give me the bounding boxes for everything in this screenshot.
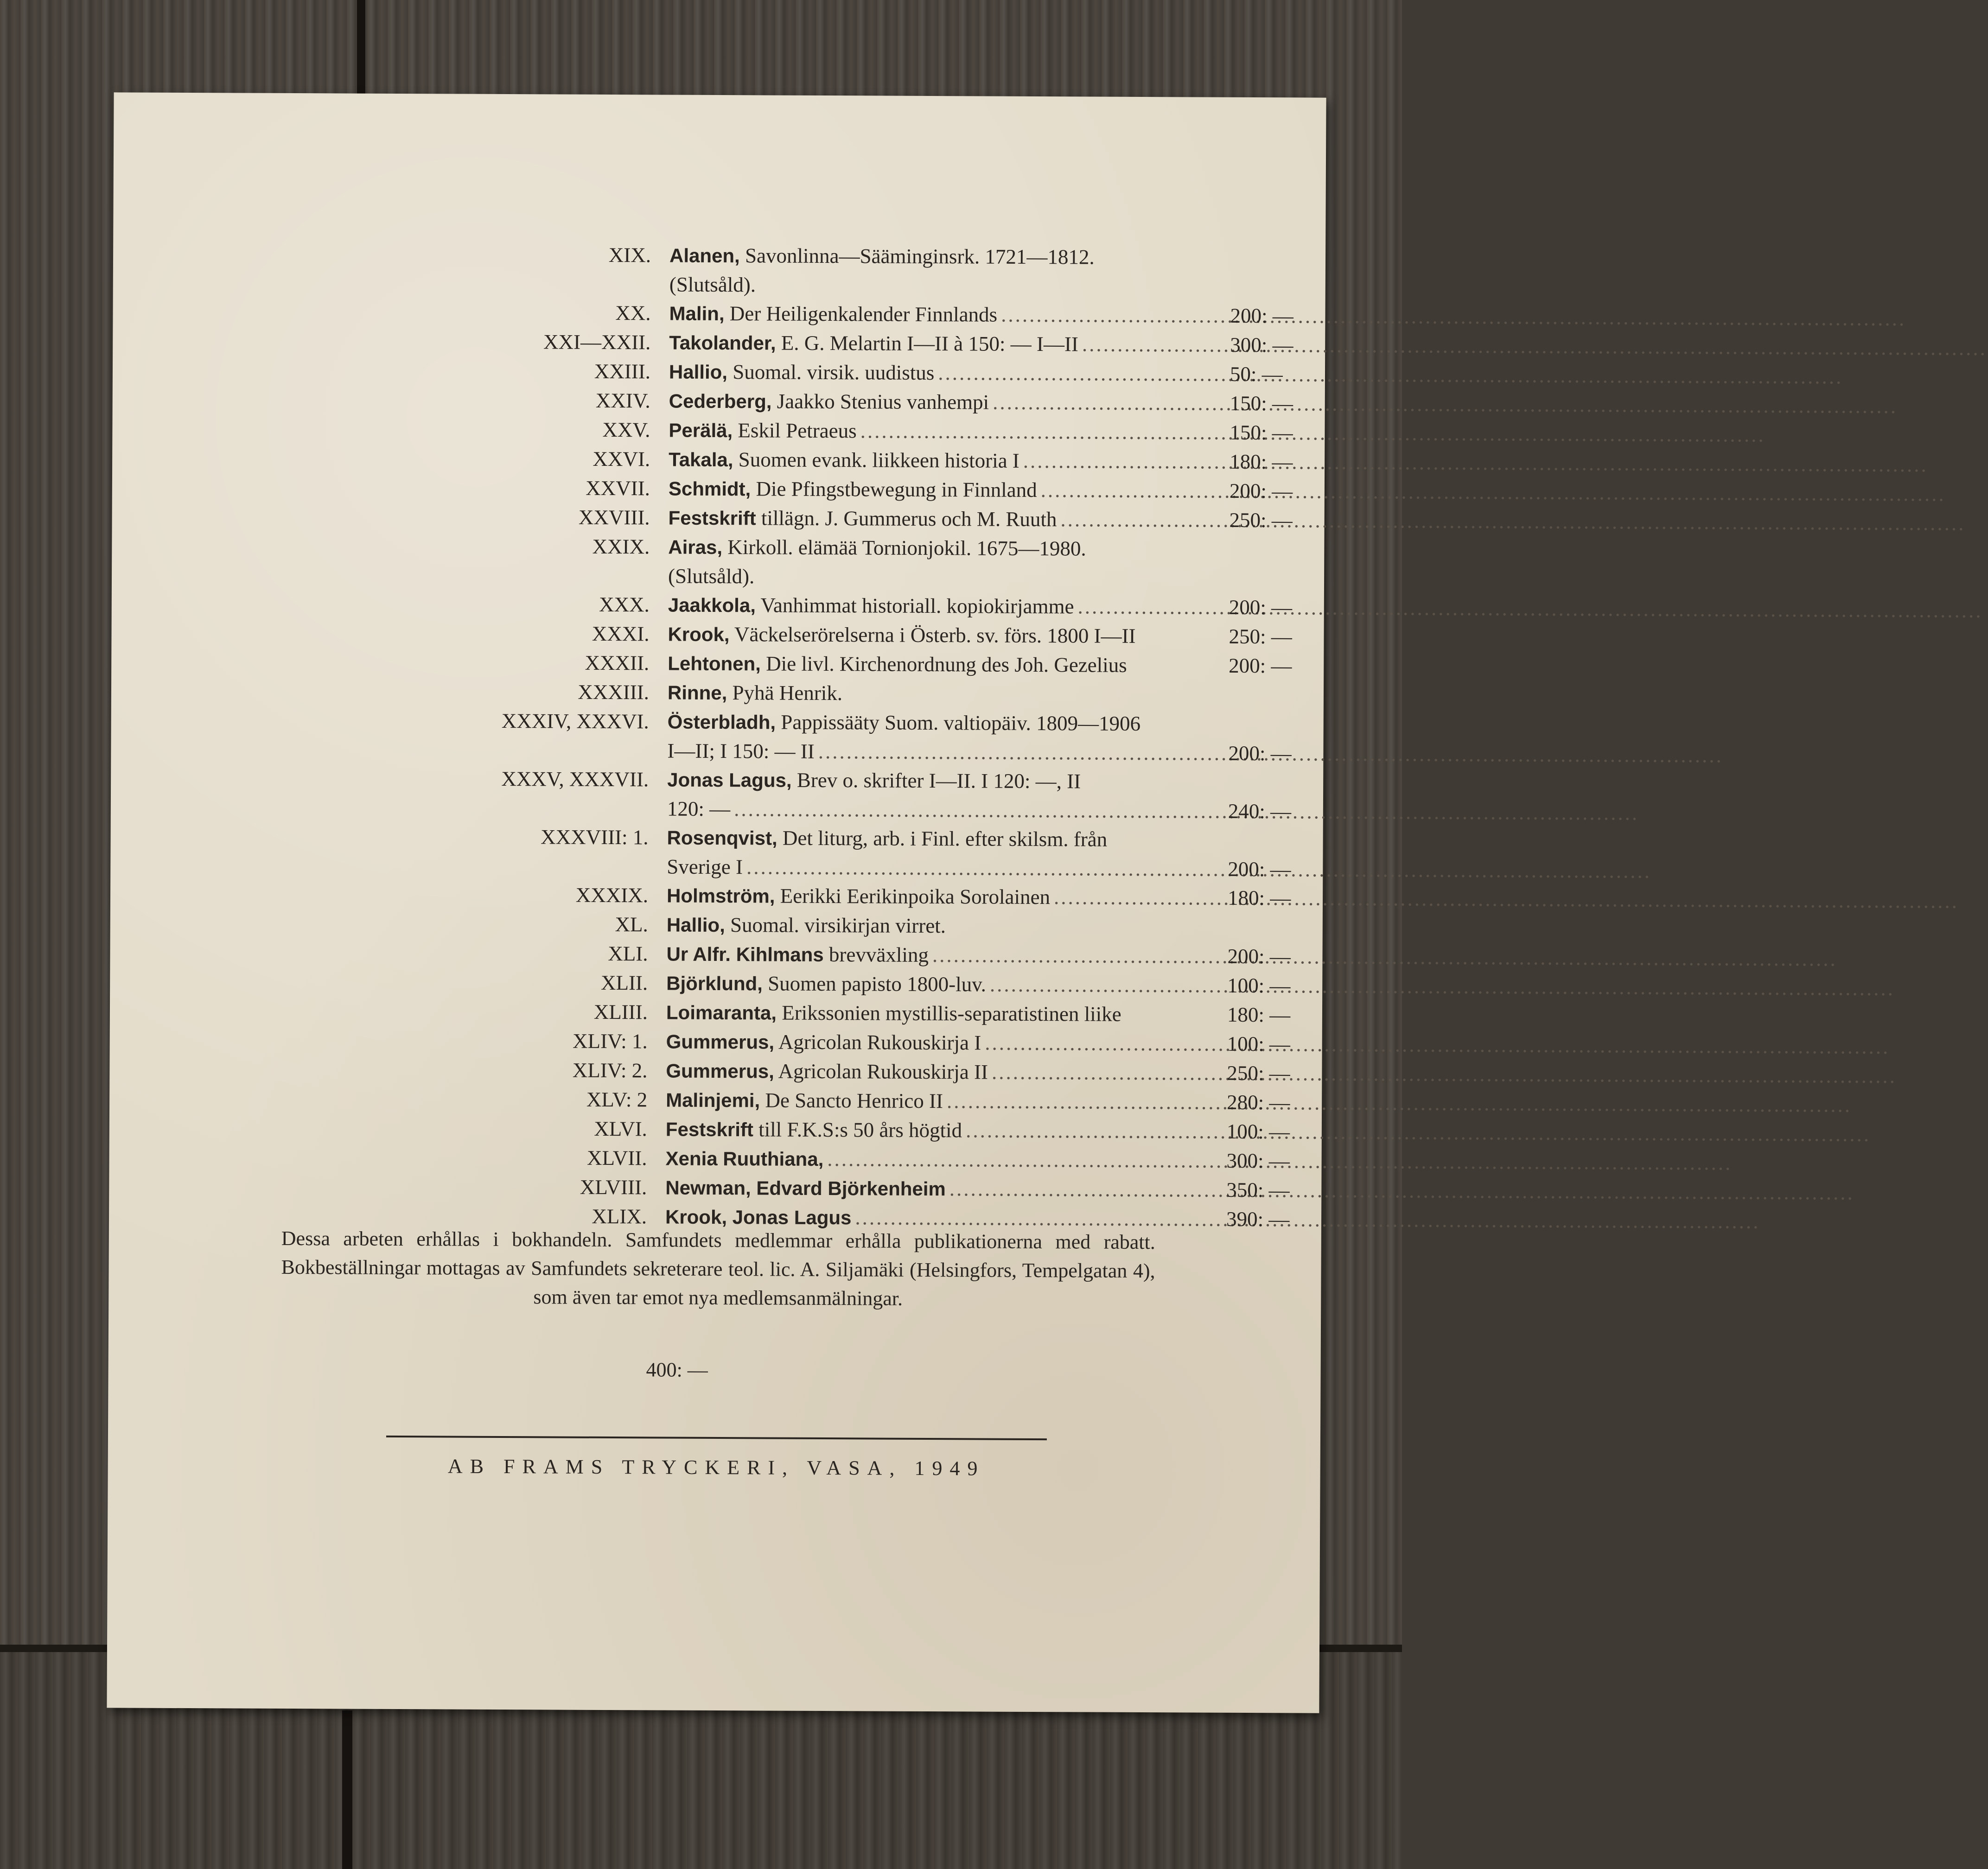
series-number: XLI. <box>608 941 648 966</box>
title-text: E. G. Melartin I—II à 150: — I—II <box>781 331 1079 356</box>
price: 240: — <box>1228 799 1292 823</box>
price: 250: — <box>1229 508 1293 532</box>
author-name: Takolander, <box>669 331 776 354</box>
publication-entry <box>287 763 1307 826</box>
publication-entry <box>288 589 1308 623</box>
publication-entry <box>288 531 1308 593</box>
leader-dots <box>1019 446 1928 479</box>
publication-entry <box>286 1025 1306 1059</box>
publication-entry <box>287 821 1307 884</box>
leader-dots <box>946 1174 1854 1207</box>
price: 250: — <box>1229 624 1292 648</box>
leader-dots <box>743 852 1651 885</box>
price: 180: — <box>1227 886 1291 910</box>
series-number: XLII. <box>600 971 648 995</box>
ordering-notice: Dessa arbeten erhållas i bokhandeln. Samfundets medlemmar erhålla publikationerna med rabatt. Bokbeställningar mottagas av Samfundets sekreterare teol. lic. A. Siljamäki (Helsingfors, Tempelgatan 4), som även tar emot nya medlemsanmälningar. <box>281 1227 1155 1310</box>
publication-entry <box>285 1171 1305 1205</box>
title-text: Brev o. skrifter I—II. I 120: —, II <box>796 768 1081 793</box>
leader-dots <box>730 795 1639 827</box>
title-text: Suomen evank. liikkeen historia I <box>738 448 1019 472</box>
title-text: Agricolan Rukouskirja I <box>778 1030 981 1055</box>
publication-entry <box>286 996 1306 1030</box>
series-number: XLIX. <box>592 1204 647 1228</box>
author-name: Loimaranta, <box>666 1001 777 1024</box>
author-name: Rinne, <box>667 681 727 704</box>
price: 150: — <box>1230 420 1293 445</box>
series-number: XXXI. <box>592 622 650 646</box>
leader-dots <box>962 1116 1871 1149</box>
title-text: Die livl. Kirchenordnung des Joh. Gezelius <box>766 652 1127 677</box>
price: 180: — <box>1227 1003 1291 1027</box>
leader-dots <box>988 1058 1897 1091</box>
leader-dots <box>929 941 1837 973</box>
publication-entry <box>288 443 1308 477</box>
series-number: XXXVIII: 1. <box>541 825 649 849</box>
title-text: (Slutsåld). <box>668 564 755 588</box>
leader-dots <box>1078 330 1987 362</box>
title-text: Erikssonien mystillis-separatistinen liike <box>782 1001 1121 1026</box>
price: 100: — <box>1227 1032 1291 1056</box>
author-name: Newman, Edvard Björkenheim <box>665 1176 946 1200</box>
title-text: Eskil Petraeus <box>738 419 857 443</box>
leader-dots <box>934 358 1843 391</box>
publication-entry <box>288 414 1308 448</box>
leader-dots <box>943 1087 1852 1119</box>
publication-entry <box>289 239 1310 302</box>
author-name: Lehtonen, <box>668 652 761 675</box>
series-number: XX. <box>615 301 651 325</box>
price: 390: — <box>1226 1207 1290 1231</box>
price: 50: — <box>1230 362 1283 386</box>
title-text: Suomen papisto 1800-luv. <box>768 972 987 996</box>
title-text: Väckelserörelserna i Österb. sv. förs. 1800 I—II <box>734 623 1136 648</box>
author-name: Ur Alfr. Kihlmans <box>666 943 824 966</box>
title-text: tillägn. J. Gummerus och M. Ruuth <box>761 506 1057 531</box>
title-text: Kirkoll. elämää Tornionjokil. 1675—1980. <box>727 535 1086 560</box>
price: 300: — <box>1230 333 1293 357</box>
series-number: XXIX. <box>592 534 650 559</box>
author-name: Hallio, <box>669 361 728 383</box>
publication-entry <box>287 879 1306 913</box>
title-text: Jaakko Stenius vanhempi <box>777 389 989 414</box>
author-name: Krook, <box>668 623 730 646</box>
publication-entry <box>286 938 1306 972</box>
series-number: XLIII. <box>593 1000 648 1024</box>
author-name: Alanen, <box>669 244 740 267</box>
publication-entry <box>287 909 1306 942</box>
author-name: Cederberg, <box>669 390 772 413</box>
series-number: XIX. <box>608 243 651 267</box>
publication-entry <box>287 676 1307 710</box>
series-number: XLIV: 1. <box>572 1029 648 1053</box>
title-text: till F.K.S:s 50 års högtid <box>758 1118 962 1142</box>
price: 300: — <box>1226 1149 1290 1173</box>
series-number: XXVII. <box>586 476 650 500</box>
divider-rule <box>386 1436 1047 1440</box>
publication-entry <box>287 706 1307 768</box>
price: 200: — <box>1227 944 1291 968</box>
price: 280: — <box>1227 1090 1290 1114</box>
leader-dots <box>857 416 1765 449</box>
title-text: brevväxling <box>828 943 929 966</box>
author-name: Festskrift <box>665 1118 754 1141</box>
series-number: XLIV: 2. <box>572 1058 648 1082</box>
author-name: Hallio, <box>666 914 725 936</box>
printer-imprint: AB FRAMS TRYCKERI, VASA, 1949 <box>447 1455 985 1480</box>
price: 200: — <box>1228 857 1291 881</box>
publication-entry <box>287 618 1307 652</box>
publication-list <box>285 239 1309 1234</box>
price: 100: — <box>1226 1119 1290 1144</box>
series-number: XLVI. <box>594 1117 647 1141</box>
author-name: Rosenqvist, <box>667 826 777 849</box>
title-text: Der Heiligenkalender Finnlands <box>729 302 998 326</box>
series-number: XXV. <box>602 418 650 442</box>
title-text: Suomal. virsikirjan virret. <box>730 913 946 938</box>
title-text: De Sancto Henrico II <box>765 1088 943 1113</box>
title-text: Det liturg, arb. i Finl. efter skilsm. från <box>782 826 1108 851</box>
series-number: XXVIII. <box>578 505 650 529</box>
plank-gap <box>357 0 365 97</box>
series-number: XLVII. <box>586 1146 647 1170</box>
series-number: XXXV, XXXVII. <box>501 767 649 791</box>
publication-entry <box>289 385 1309 419</box>
plank-gap <box>342 1710 352 1869</box>
series-number: XL. <box>615 913 648 936</box>
title-text: Suomal. virsik. uudistus <box>733 360 935 385</box>
publication-entry <box>286 967 1306 1001</box>
author-name: Holmström, <box>666 884 775 907</box>
price: 350: — <box>1226 1178 1290 1202</box>
author-name: Krook, Jonas Lagus <box>665 1206 852 1229</box>
series-number: XXXII. <box>585 651 650 675</box>
author-name: Gummerus, <box>666 1060 774 1082</box>
title-text: Savonlinna—Sääminginsrk. 1721—1812. <box>745 244 1095 269</box>
author-name: Malinjemi, <box>666 1089 760 1112</box>
author-name: Österbladh, <box>667 711 776 733</box>
publication-entry <box>289 356 1309 389</box>
series-number: XXX. <box>599 592 650 617</box>
title-text: Pappissääty Suom. valtiopäiv. 1809—1906 <box>781 710 1141 735</box>
publication-entry <box>288 502 1308 535</box>
title-text: Agricolan Rukouskirja II <box>778 1059 988 1084</box>
leader-dots <box>997 300 1906 333</box>
title-text: Vanhimmat historiall. kopiokirjamme <box>760 593 1074 618</box>
publication-entry <box>287 647 1307 681</box>
series-number: XLV: 2 <box>586 1087 648 1112</box>
price: 250: — <box>1227 1061 1290 1085</box>
total-price: 400: — <box>646 1358 708 1381</box>
author-name: Gummerus, <box>666 1030 775 1053</box>
title-text: Pyhä Henrik. <box>732 681 843 705</box>
author-name: Jonas Lagus, <box>667 769 792 791</box>
series-number: XXIV. <box>595 388 650 413</box>
title-text: Sverige I <box>667 855 743 879</box>
series-number: XXIII. <box>594 359 651 383</box>
series-number: XXXIII. <box>578 680 650 704</box>
title-text: (Slutsåld). <box>669 273 756 297</box>
series-number: XXXIV, XXXVI. <box>501 709 649 733</box>
price: 200: — <box>1229 654 1292 678</box>
leader-dots <box>1050 883 1959 915</box>
title-text: Die Pfingstbewegung in Finnland <box>756 477 1037 502</box>
author-name: Xenia Ruuthiana, <box>665 1147 824 1170</box>
series-number: XXXIX. <box>575 883 649 907</box>
leader-dots <box>1057 505 1965 538</box>
author-name: Festskrift <box>668 507 756 529</box>
series-number: XLVIII. <box>580 1175 647 1199</box>
author-name: Malin, <box>669 302 725 325</box>
author-name: Björklund, <box>666 972 763 995</box>
publication-entry <box>289 326 1309 360</box>
title-text: I—II; I 150: — II <box>667 739 815 763</box>
publication-entry <box>286 1113 1306 1147</box>
leader-dots <box>981 1028 1890 1061</box>
author-name: Takala, <box>669 448 733 471</box>
author-name: Airas, <box>668 536 723 559</box>
series-number: XXI—XXII. <box>543 330 651 354</box>
publication-entry <box>286 1055 1306 1088</box>
series-number: XXVI. <box>593 447 650 471</box>
publication-entry <box>288 472 1308 506</box>
price: 200: — <box>1229 595 1293 619</box>
author-name: Jaakkola, <box>668 594 756 617</box>
booklet-back-cover <box>107 92 1326 1713</box>
author-name: Perälä, <box>669 419 733 442</box>
title-text: 120: — <box>667 797 731 821</box>
price: 200: — <box>1229 479 1293 503</box>
publication-entry <box>286 1084 1306 1118</box>
leader-dots <box>1037 476 1946 509</box>
price: 100: — <box>1227 973 1291 998</box>
publication-entry <box>285 1142 1305 1176</box>
price: 200: — <box>1228 741 1292 765</box>
leader-dots <box>989 388 1898 421</box>
author-name: Schmidt, <box>668 477 751 500</box>
page-content <box>107 92 1326 1713</box>
price: 180: — <box>1230 450 1293 474</box>
leader-dots <box>986 970 1895 1003</box>
price: 150: — <box>1230 391 1293 415</box>
price: 200: — <box>1230 304 1293 328</box>
publication-entry <box>289 297 1309 331</box>
leader-dots <box>1074 592 1982 625</box>
title-text: Eerikki Eerikinpoika Sorolainen <box>780 884 1051 909</box>
